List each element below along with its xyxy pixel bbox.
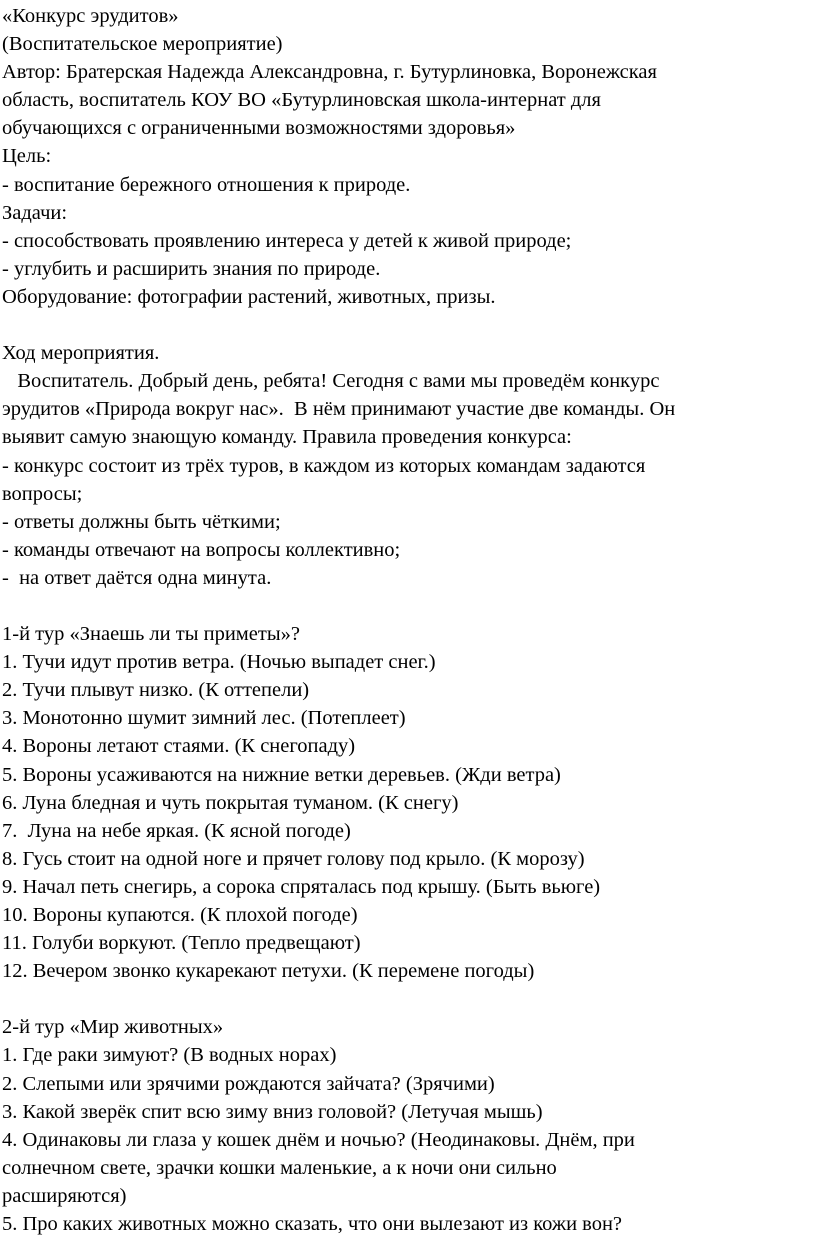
round1-item: 8. Гусь стоит на одной ноге и прячет голову под крыло. (К морозу) [2, 847, 585, 870]
intro-line: вопросы; [2, 482, 83, 505]
round2-item: 1. Где раки зимуют? (В водных норах) [2, 1044, 337, 1067]
round1-item: 7. Луна на небе яркая. (К ясной погоде) [2, 819, 351, 842]
equipment-line: Оборудование: фотографии растений, животных, призы. [2, 285, 496, 308]
intro-line: Воспитатель. Добрый день, ребята! Сегодня с вами мы проведём конкурс [2, 370, 660, 393]
intro-line: - конкурс состоит из трёх туров, в каждом из которых командам задаются [2, 454, 646, 477]
round2-heading: 2-й тур «Мир животных» [2, 1016, 224, 1039]
blank-line [2, 311, 808, 339]
round2-item: 3. Какой зверёк спит всю зиму вниз головой? (Летучая мышь) [2, 1100, 543, 1123]
tasks-heading: Задачи: [2, 201, 68, 224]
round1-item: 6. Луна бледная и чуть покрытая туманом. (К снегу) [2, 791, 459, 814]
round1-item: 12. Вечером звонко кукарекают петухи. (К перемене погоды) [2, 960, 535, 983]
document-subtitle: (Воспитательское мероприятие) [2, 33, 283, 56]
goal-item: - воспитание бережного отношения к природе. [2, 173, 411, 196]
author-line: обучающихся с ограниченными возможностями здоровья» [2, 117, 516, 140]
intro-line: выявит самую знающую команду. Правила проведения конкурса: [2, 426, 572, 449]
intro-line: - на ответ даётся одна минута. [2, 566, 272, 589]
round2-item: 4. Одинаковы ли глаза у кошек днём и ночью? (Неодинаковы. Днём, при [2, 1128, 635, 1151]
round1-item: 10. Вороны купаются. (К плохой погоде) [2, 904, 358, 926]
round1-heading: 1-й тур «Знаешь ли ты приметы»? [2, 623, 300, 646]
round1-item: 3. Монотонно шумит зимний лес. (Потеплеет) [2, 707, 406, 730]
intro-line: - команды отвечают на вопросы коллективно; [2, 538, 401, 561]
round1-item: 5. Вороны усаживаются на нижние ветки деревьев. (Жди ветра) [2, 763, 561, 786]
author-line: Автор: Братерская Надежда Александровна, г. Бутурлиновка, Воронежская [2, 61, 657, 84]
task-item: - углубить и расширить знания по природе. [2, 257, 381, 280]
intro-line: эрудитов «Природа вокруг нас». В нём принимают участие две команды. Он [2, 398, 676, 421]
author-line: область, воспитатель КОУ ВО «Бутурлиновская школа-интернат для [2, 89, 601, 112]
round2-item: 5. Про каких животных можно сказать, что они вылезают из кожи вон? [2, 1213, 623, 1236]
task-item: - способствовать проявлению интереса у детей к живой природе; [2, 229, 572, 252]
round1-item: 9. Начал петь снегирь, а сорока спряталась под крышу. (Быть вьюге) [2, 875, 601, 898]
progress-heading: Ход мероприятия. [2, 342, 160, 365]
goal-heading: Цель: [2, 145, 52, 168]
round1-item: 4. Вороны летают стаями. (К снегопаду) [2, 735, 356, 758]
round2-item: солнечном свете, зрачки кошки маленькие, а к ночи они сильно [2, 1156, 557, 1179]
round1-item: 1. Тучи идут против ветра. (Ночью выпадет снег.) [2, 651, 436, 674]
round2-item: 2. Слепыми или зрячими рождаются зайчата? (Зрячими) [2, 1072, 495, 1095]
blank-line [2, 985, 808, 1013]
round2-item: расширяются) [2, 1184, 127, 1207]
round1-item: 2. Тучи плывут низко. (К оттепели) [2, 679, 310, 702]
document-title: «Конкурс эрудитов» [2, 5, 179, 27]
intro-line: - ответы должны быть чёткими; [2, 510, 281, 533]
blank-line [2, 592, 808, 620]
round1-item: 11. Голуби воркуют. (Тепло предвещают) [2, 932, 361, 955]
